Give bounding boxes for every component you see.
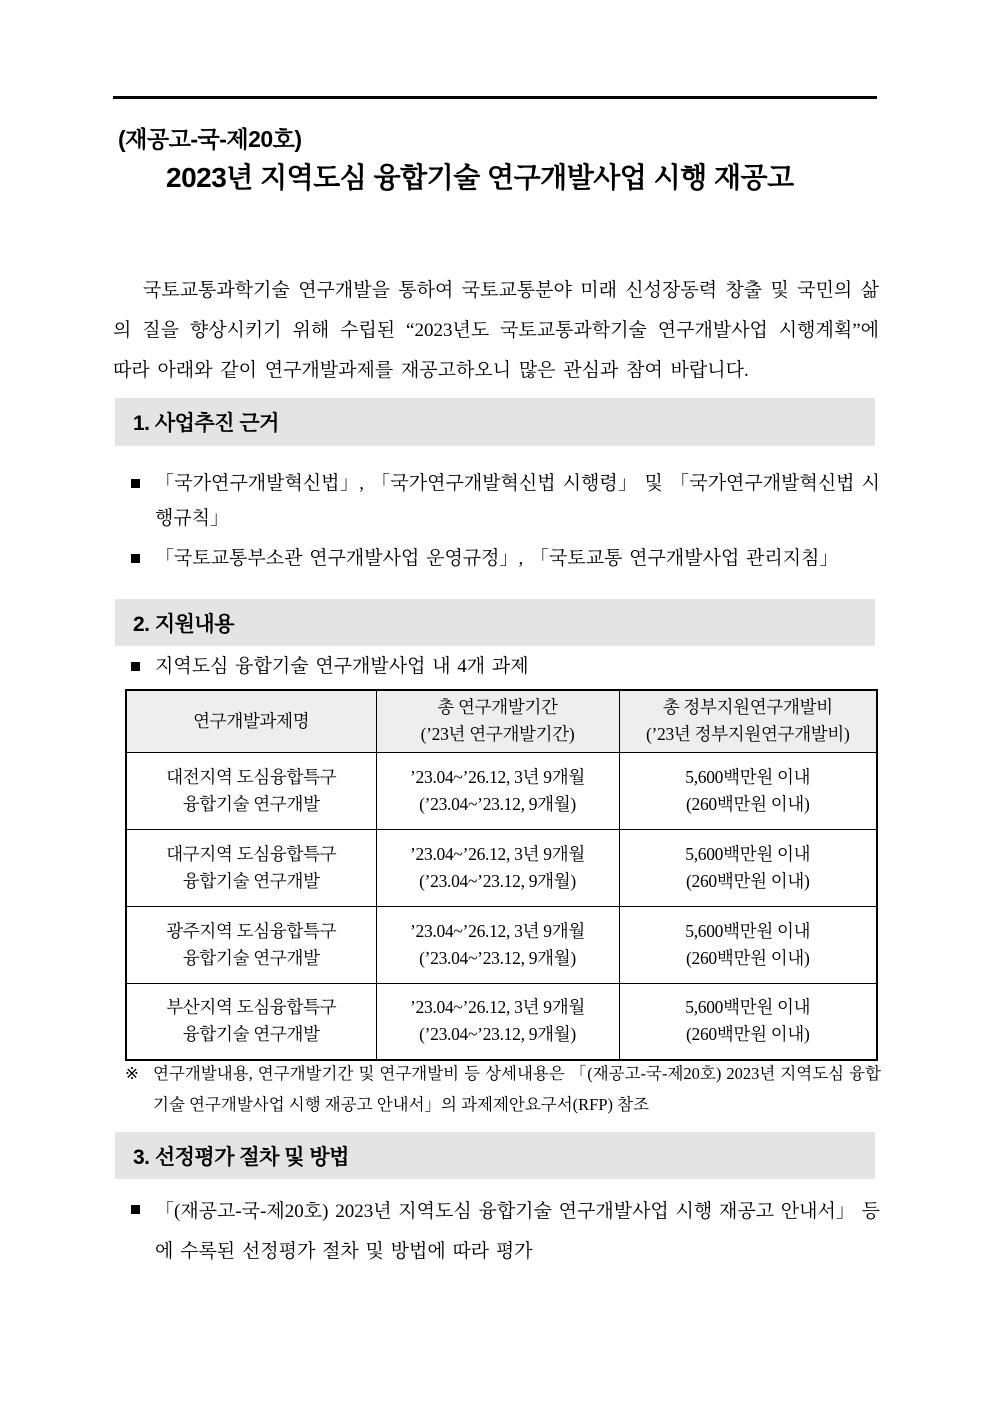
cell-line: (260백만원 이내) xyxy=(685,793,810,814)
table-header-row xyxy=(126,690,877,752)
cell-project-name xyxy=(126,983,376,1060)
cell-line: ’23.04~’26.12, 3년 9개월 xyxy=(410,766,585,787)
table-footnote xyxy=(125,1058,881,1120)
cell-line: (’23년 정부지원연구개발비) xyxy=(645,724,850,745)
cell-budget xyxy=(619,829,877,906)
cell-line: 총 정부지원연구개발비 xyxy=(662,697,833,718)
intro-paragraph: 국토교통과학기술 연구개발을 통하여 국토교통분야 미래 신성장동력 창출 및 국민의 삶의 질을 향상시키기 위해 수립된 “2023년도 국토교통과학기술 연구개발사업 시행계획”에 따라 아래와 같이 연구개발과제를 재공고하오니 많은 관심과 참여 바랍니다. xyxy=(113,280,879,381)
cell-line: ’23.04~’26.12, 3년 9개월 xyxy=(410,920,585,941)
cell-line: 대구지역 도심융합특구 xyxy=(166,843,337,864)
cell-project-name xyxy=(126,752,376,829)
page-title: 2023년 지역도심 융합기술 연구개발사업 시행 재공고 xyxy=(166,162,794,193)
top-horizontal-rule xyxy=(113,96,877,99)
cell-line: (’23.04~’23.12, 9개월) xyxy=(419,947,576,968)
cell-line: ’23.04~’26.12, 3년 9개월 xyxy=(410,843,585,864)
cell-line: (260백만원 이내) xyxy=(685,1024,810,1045)
column-header-0 xyxy=(126,690,376,752)
cell-period xyxy=(376,752,619,829)
cell-period xyxy=(376,983,619,1060)
reference-mark: ※ xyxy=(125,1064,139,1083)
cell-budget xyxy=(619,906,877,983)
cell-line: 총 연구개발기간 xyxy=(437,697,558,718)
cell-project-name xyxy=(126,829,376,906)
cell-line: 5,600백만원 이내 xyxy=(685,997,811,1018)
cell-project-name xyxy=(126,906,376,983)
cell-line: 융합기술 연구개발 xyxy=(182,793,320,814)
section-header-1 xyxy=(115,398,875,446)
section-heading-label: 1. 사업추진 근거 xyxy=(133,412,279,435)
list-item: 「(재공고-국-제20호) 2023년 지역도심 융합기술 연구개발사업 시행 재공고 안내서」 등에 수록된 선정평가 절차 및 방법에 따라 평가 xyxy=(128,1192,880,1272)
section-header-3 xyxy=(115,1132,875,1179)
cell-line: (’23.04~’23.12, 9개월) xyxy=(419,870,576,891)
list-item: 「국가연구개발혁신법」, 「국가연구개발혁신법 시행령」 및 「국가연구개발혁신법 시행규칙」 xyxy=(128,466,880,536)
cell-line: (’23년 연구개발기간) xyxy=(420,724,575,745)
list-item: 지역도심 융합기술 연구개발사업 내 4개 과제 xyxy=(128,652,880,682)
cell-line: ’23.04~’26.12, 3년 9개월 xyxy=(410,997,585,1018)
cell-line: 5,600백만원 이내 xyxy=(685,920,811,941)
table-header-row xyxy=(126,690,877,752)
cell-line: 5,600백만원 이내 xyxy=(685,766,811,787)
table-row xyxy=(126,752,877,829)
cell-period xyxy=(376,829,619,906)
cell-budget xyxy=(619,752,877,829)
section-3-bullet-list xyxy=(128,1192,880,1277)
section-header-2 xyxy=(115,599,875,646)
cell-period xyxy=(376,906,619,983)
column-header-2 xyxy=(619,690,877,752)
cell-line: 연구개발과제명 xyxy=(193,710,310,731)
list-item: 「국토교통부소관 연구개발사업 운영규정」, 「국토교통 연구개발사업 관리지침」 xyxy=(128,541,880,576)
table-row xyxy=(126,829,877,906)
cell-line: 부산지역 도심융합특구 xyxy=(166,997,337,1018)
table-row xyxy=(126,906,877,983)
column-header-1 xyxy=(376,690,619,752)
cell-line: 대전지역 도심융합특구 xyxy=(166,766,337,787)
cell-line: 융합기술 연구개발 xyxy=(182,1024,320,1045)
cell-line: (260백만원 이내) xyxy=(685,870,810,891)
cell-budget xyxy=(619,983,877,1060)
table-row xyxy=(126,983,877,1060)
section-2-bullet-list xyxy=(128,652,880,687)
section-1-bullet-list xyxy=(128,466,880,581)
section-heading-label: 2. 지원내용 xyxy=(133,612,234,636)
cell-line: (’23.04~’23.12, 9개월) xyxy=(419,793,576,814)
project-table xyxy=(125,689,878,1061)
table-body xyxy=(126,752,877,1060)
cell-line: 5,600백만원 이내 xyxy=(685,843,811,864)
doc-number: (재공고-국-제20호) xyxy=(118,126,302,152)
section-heading-label: 3. 선정평가 절차 및 방법 xyxy=(133,1145,349,1169)
footnote-text: 연구개발내용, 연구개발기간 및 연구개발비 등 상세내용은 「(재공고-국-제20호) 2023년 지역도심 융합기술 연구개발사업 시행 재공고 안내서」의 과제제안요구서(RFP) 참조 xyxy=(153,1064,881,1114)
cell-line: 광주지역 도심융합특구 xyxy=(166,920,337,941)
cell-line: 융합기술 연구개발 xyxy=(182,947,320,968)
cell-line: (260백만원 이내) xyxy=(685,947,810,968)
cell-line: (’23.04~’23.12, 9개월) xyxy=(419,1024,576,1045)
cell-line: 융합기술 연구개발 xyxy=(182,870,320,891)
